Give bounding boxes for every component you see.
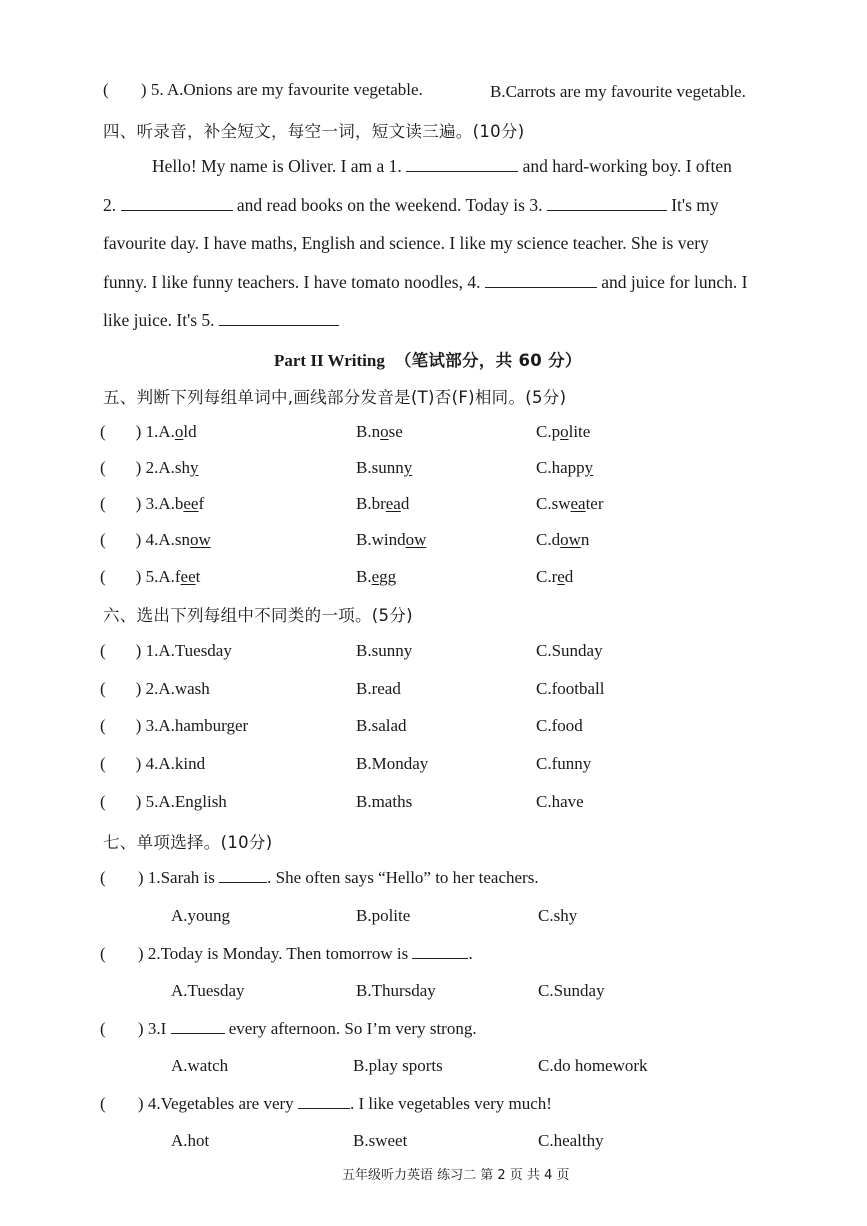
- question-blank: [412, 944, 468, 959]
- phonics-option-b: B.egg: [356, 567, 397, 586]
- underlined-letters: y: [584, 458, 594, 477]
- phonics-option-b: B.bread: [356, 494, 410, 513]
- blank-3[interactable]: [547, 196, 667, 211]
- answer-paren: (: [103, 80, 109, 99]
- question-1: ( ) 1.Sarah is . She often says “Hello” to her teachers.: [100, 868, 539, 887]
- phonics-row-3: ( ) 3.A.beef: [100, 494, 205, 513]
- phonics-option-c: C.down: [536, 530, 590, 549]
- odd-one-out-row-2: ( ) 2.A.wash: [100, 679, 210, 698]
- q2-option-c[interactable]: C.Sunday: [538, 981, 605, 1000]
- phonics-option-c: C.red: [536, 567, 574, 586]
- answer-paren[interactable]: (: [100, 1094, 106, 1113]
- q4-option-b[interactable]: B.sweet: [353, 1131, 408, 1150]
- answer-paren[interactable]: (: [100, 494, 106, 513]
- odd-one-out-option-c: C.food: [536, 716, 583, 735]
- underlined-letters: e: [557, 567, 565, 586]
- odd-one-out-row-1: ( ) 1.A.Tuesday: [100, 641, 232, 660]
- odd-one-out-option-c: C.Sunday: [536, 641, 603, 660]
- phonics-row-1: ( ) 1.A.old: [100, 422, 197, 441]
- q3-option-c[interactable]: C.do homework: [538, 1056, 648, 1075]
- underlined-letters: y: [190, 458, 199, 477]
- underlined-letters: ow: [560, 530, 581, 549]
- odd-one-out-row-4: ( ) 4.A.kind: [100, 754, 206, 773]
- question-blank: [219, 868, 267, 883]
- question-2: ( ) 2.Today is Monday. Then tomorrow is .: [100, 944, 473, 963]
- odd-one-out-option-b: B.read: [356, 679, 401, 698]
- part2-header: [274, 347, 582, 371]
- top-item: ( ) 5. A.Onions are my favourite vegetable.: [103, 80, 423, 99]
- section7-heading: 七、单项选择。(10分): [103, 833, 273, 852]
- underlined-letters: ea: [570, 494, 586, 513]
- q1-option-b[interactable]: B.polite: [356, 906, 411, 925]
- odd-one-out-option-b: B.Monday: [356, 754, 429, 773]
- blank-5[interactable]: [219, 311, 339, 326]
- underlined-letters: ow: [190, 530, 211, 549]
- odd-one-out-row-3: ( ) 3.A.hamburger: [100, 716, 249, 735]
- odd-one-out-option-b: B.maths: [356, 792, 413, 811]
- page-footer: 五年级听力英语 练习二 第 2 页 共 4 页: [342, 1168, 570, 1183]
- section4-heading: 四、听录音，补全短文，每空一词，短文读三遍。(10分): [103, 122, 525, 141]
- answer-paren[interactable]: (: [100, 530, 106, 549]
- answer-paren[interactable]: (: [100, 679, 106, 698]
- q2-option-b[interactable]: B.Thursday: [356, 981, 436, 1000]
- underlined-letters: y: [403, 458, 413, 477]
- answer-paren[interactable]: (: [100, 868, 106, 887]
- answer-paren[interactable]: (: [100, 716, 106, 735]
- answer-paren[interactable]: (: [100, 458, 106, 477]
- answer-paren[interactable]: (: [100, 944, 106, 963]
- section6-heading: 六、选出下列每组中不同类的一项。(5分): [103, 606, 413, 625]
- phonics-row-5: ( ) 5.A.feet: [100, 567, 201, 586]
- q4-option-c[interactable]: C.healthy: [538, 1131, 604, 1150]
- underlined-letters: e: [371, 567, 380, 586]
- phonics-row-2: ( ) 2.A.shy: [100, 458, 199, 477]
- underlined-letters: o: [174, 422, 184, 441]
- blank-1[interactable]: [406, 157, 518, 172]
- passage-line-3: favourite day. I have maths, English and science. I like my science teacher. She is very: [103, 233, 709, 253]
- underlined-letters: ee: [180, 567, 196, 586]
- odd-one-out-option-c: C.have: [536, 792, 584, 811]
- blank-2[interactable]: [121, 196, 233, 211]
- answer-paren[interactable]: (: [100, 1019, 106, 1038]
- underlined-letters: o: [380, 422, 389, 441]
- odd-one-out-option-b: B.sunny: [356, 641, 413, 660]
- question-4: ( ) 4.Vegetables are very . I like vegetables very much!: [100, 1094, 552, 1113]
- section5-heading: 五、判断下列每组单词中,画线部分发音是(T)否(F)相同。(5分): [103, 388, 567, 407]
- phonics-row-4: ( ) 4.A.snow: [100, 530, 211, 549]
- odd-one-out-option-c: C.football: [536, 679, 605, 698]
- part2-title: Part II Writing: [274, 351, 385, 370]
- question-blank: [171, 1019, 225, 1034]
- odd-one-out-row-5: ( ) 5.A.English: [100, 792, 227, 811]
- question-blank: [298, 1094, 350, 1109]
- phonics-option-c: C.happy: [536, 458, 594, 477]
- passage-line-4: funny. I like funny teachers. I have tomato noodles, 4. and juice for lunch. I: [103, 272, 748, 292]
- q4-option-a[interactable]: A.hot: [171, 1131, 210, 1150]
- underlined-letters: o: [560, 422, 569, 441]
- answer-paren[interactable]: (: [100, 792, 106, 811]
- answer-paren[interactable]: (: [100, 754, 106, 773]
- phonics-option-b: B.sunny: [356, 458, 413, 477]
- answer-paren[interactable]: (: [100, 422, 106, 441]
- question-3: ( ) 3.I every afternoon. So I’m very strong.: [100, 1019, 477, 1038]
- phonics-option-c: C.polite: [536, 422, 591, 441]
- odd-one-out-option-c: C.funny: [536, 754, 592, 773]
- passage-line-1: Hello! My name is Oliver. I am a 1. and hard-working boy. I often: [152, 156, 732, 176]
- phonics-option-b: B.window: [356, 530, 427, 549]
- q2-option-a[interactable]: A.Tuesday: [171, 981, 245, 1000]
- q1-option-a[interactable]: A.young: [171, 906, 231, 925]
- blank-4[interactable]: [485, 273, 597, 288]
- passage-line-2: 2. and read books on the weekend. Today is 3. It's my: [103, 195, 719, 215]
- underlined-letters: ea: [385, 494, 401, 513]
- part2-note: （笔试部分，共 60 分）: [394, 351, 582, 370]
- answer-paren[interactable]: (: [100, 641, 106, 660]
- q1-option-c[interactable]: C.shy: [538, 906, 578, 925]
- top-item-option-b: B.Carrots are my favourite vegetable.: [490, 82, 746, 101]
- answer-paren[interactable]: (: [100, 567, 106, 586]
- odd-one-out-option-b: B.salad: [356, 716, 407, 735]
- phonics-option-c: C.sweater: [536, 494, 604, 513]
- q3-option-b[interactable]: B.play sports: [353, 1056, 443, 1075]
- underlined-letters: ee: [183, 494, 199, 513]
- underlined-letters: ow: [405, 530, 427, 549]
- q3-option-a[interactable]: A.watch: [171, 1056, 229, 1075]
- passage-line-5: like juice. It's 5.: [103, 310, 339, 331]
- phonics-option-b: B.nose: [356, 422, 403, 441]
